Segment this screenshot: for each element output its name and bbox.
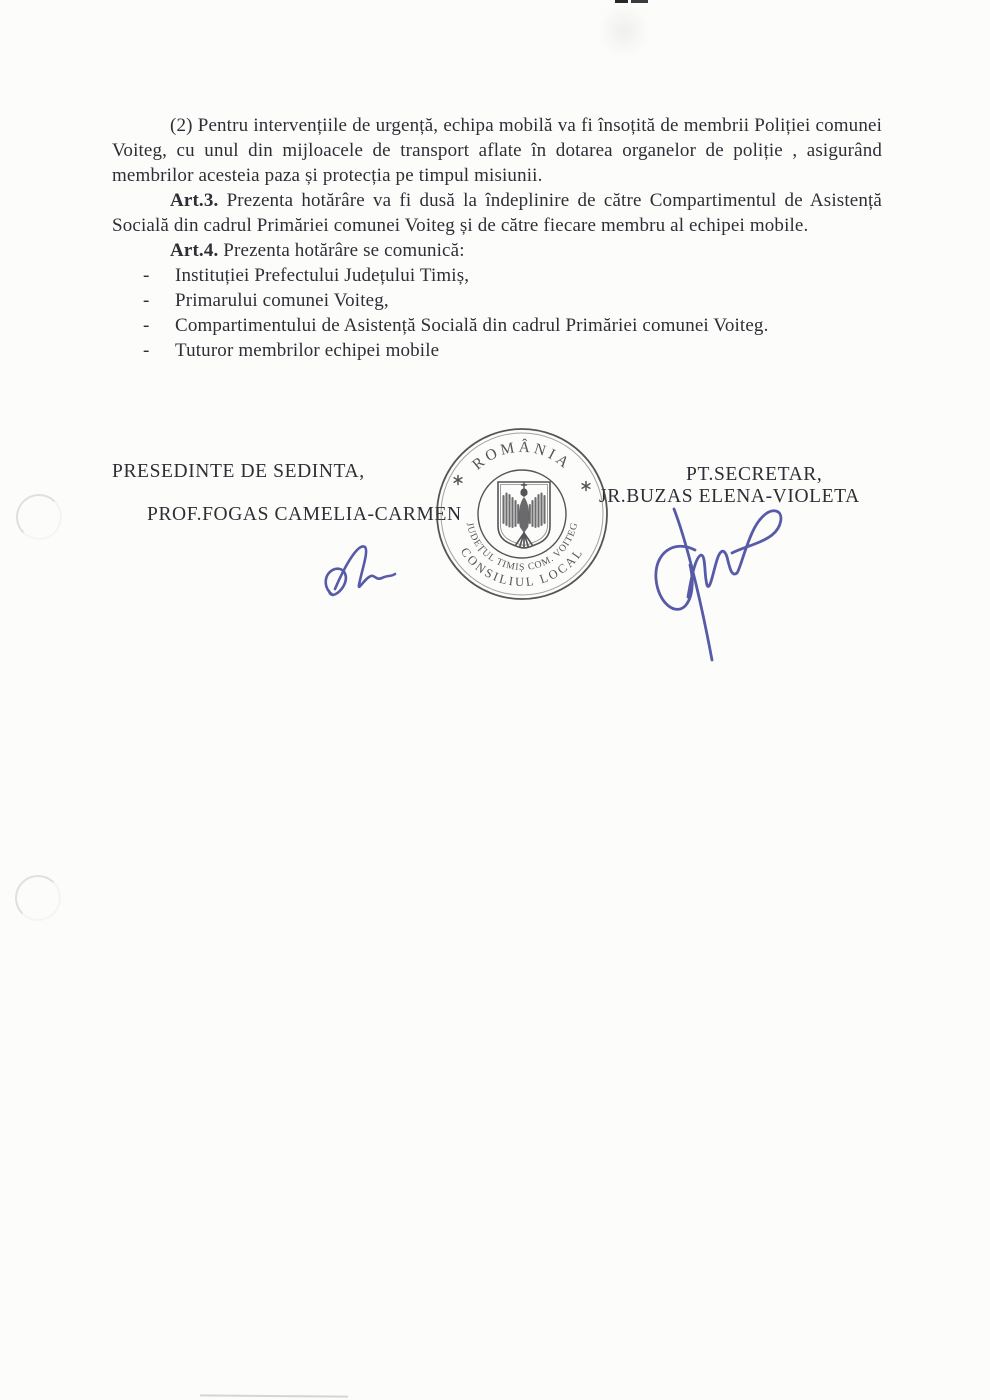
official-round-stamp — [431, 423, 613, 605]
list-item — [112, 338, 882, 363]
punch-hole — [16, 494, 62, 540]
president-name: PROF.FOGAS CAMELIA-CARMEN — [147, 504, 462, 525]
paragraph-art3 — [112, 188, 882, 238]
list-item-text: Tuturor membrilor echipei mobile — [175, 340, 440, 361]
secretary-title: PT.SECRETAR, — [686, 464, 823, 485]
list-dash: - — [143, 315, 150, 336]
list-item — [112, 313, 882, 338]
scan-artifact-smudge — [598, 3, 650, 59]
list-item-text: Primarului comunei Voiteg, — [175, 290, 389, 311]
scan-artifact-bottom-line — [200, 1394, 348, 1397]
president-signature — [305, 525, 415, 625]
article-number: Art.4. — [170, 240, 219, 261]
paragraph-urgent-interventions — [112, 113, 882, 188]
punch-hole — [15, 875, 61, 921]
stamp-county-text: JUDEȚUL TIMIȘ COM. VOITEG — [463, 521, 581, 574]
list-item-text: Compartimentului de Asistență Socială din cadrul Primăriei comunei Voiteg. — [175, 315, 769, 336]
stamp-country-text: ROMÂNIA — [469, 438, 575, 474]
distribution-list — [112, 263, 882, 363]
paragraph-text: Prezenta hotărâre va fi dusă la îndeplinire de către Compartimentul de Asistență Socială din cadrul Primăriei comunei Voiteg și de către fiecare membru al echipei mobile. — [112, 190, 882, 236]
paragraph-text: Prezenta hotărâre se comunică: — [218, 240, 465, 261]
article-number: Art.3. — [170, 190, 219, 211]
paragraph-art4 — [112, 238, 882, 263]
stamp-council-text: CONSILIUL LOCAL — [457, 544, 587, 590]
document-body — [112, 113, 882, 363]
coat-of-arms-eagle-icon — [498, 482, 550, 548]
list-item — [112, 288, 882, 313]
secretary-name: JR.BUZAS ELENA-VIOLETA — [599, 486, 860, 507]
list-item-text: Instituției Prefectului Județului Timiș, — [175, 265, 470, 286]
stamp-star-left-icon — [454, 476, 462, 485]
list-dash: - — [143, 340, 150, 361]
paragraph-text: (2) Pentru intervențiile de urgență, echipa mobilă va fi însoțită de membrii Poliției comunei Voiteg, cu unul din mijloacele de transport aflate în dotarea organelor de poliție , asigurând membrilor acesteia paza și protecția pe timpul misiunii. — [112, 115, 882, 186]
list-item — [112, 263, 882, 288]
stamp-star-right-icon — [582, 482, 590, 491]
list-dash: - — [143, 265, 150, 286]
list-dash: - — [143, 290, 150, 311]
secretary-signature — [640, 495, 812, 667]
president-title: PRESEDINTE DE SEDINTA, — [112, 461, 365, 482]
